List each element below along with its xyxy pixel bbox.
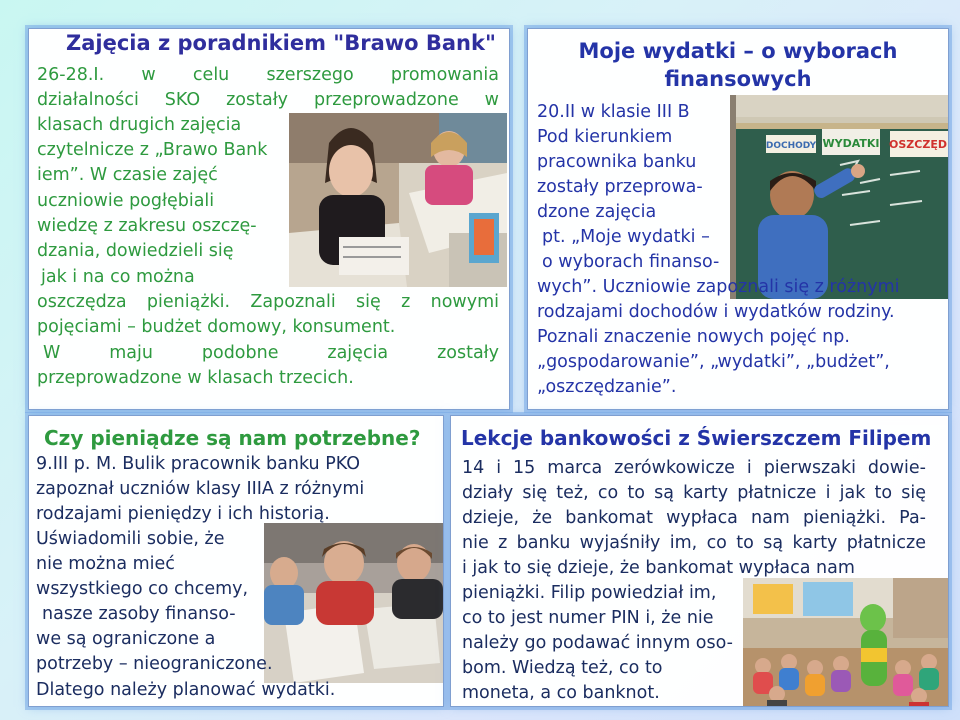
text-line: 14 i 15 marca zerówkowicze i pierwszaki dowie- [462,458,926,478]
text-line: bom. Wiedzą też, co to [462,658,663,678]
photo-pupils-at-desk [264,523,443,683]
board-word-oszczed: OSZCZĘD [889,138,947,151]
text-line: wych”. Uczniowie zapoznali się z różnymi [537,277,900,297]
text-line: dzone zajęcia [537,202,657,222]
text-line: o wyborach finanso- [542,252,720,272]
text-line: nie z banku wyjaśniły im, co to są karty płatnicze [462,533,926,553]
title-swierszcz-filip: Lekcje bankowości z Świerszczem Filipem [461,426,932,450]
article-moje-wydatki [527,28,949,410]
text-line: pieniążki. Filip powiedział im, [462,583,717,603]
text-line: działy się też, co to są karty płatnicze i jak to się [462,483,926,503]
text-line: Uświadomili sobie, że [36,529,225,549]
text-line: pt. „Moje wydatki – [542,227,710,247]
text-line: co to jest numer PIN i, że nie [462,608,714,628]
text-line: uczniowie pogłębiali [37,191,215,211]
photo-children-with-mascot [743,578,948,706]
text-line: wszystkiego co chcemy, [36,579,249,599]
board-word-wydatki: WYDATKI [822,137,880,150]
text-line: pracownika banku [537,152,697,172]
photo-boy-at-blackboard [730,95,948,299]
text-line: przeprowadzone w klasach trzecich. [37,368,354,388]
text-line: rodzajami pieniędzy i ich historią. [36,504,330,524]
title-moje-wydatki: Moje wydatki – o wyborach finansowych [578,39,898,91]
text-line: i jak to się dzieje, że bankomat wypłaca nam [462,558,855,578]
board-word-dochody: DOCHODY [765,141,817,151]
title-czy-pieniadze: Czy pieniądze są nam potrzebne? [44,426,421,450]
text-line: 20.II w klasie III B [537,102,690,122]
text-line: W maju podobne zajęcia zostały [43,343,499,363]
text-line: moneta, a co banknot. [462,683,660,703]
title-brawo-bank: Zajęcia z poradnikiem "Brawo Bank" [66,31,496,55]
text-line: potrzeby – nieograniczone. [36,654,273,674]
text-line: zapoznał uczniów klasy IIIA z różnymi [36,479,365,499]
photo-children-reading [289,113,507,287]
text-line: czytelnicze z „Brawo Bank [37,140,268,160]
text-line: „oszczędzanie”. [537,377,677,397]
text-line: 9.III p. M. Bulik pracownik banku PKO [36,454,361,474]
text-line: dzieje, że bankomat wypłaca nam pieniążki. Pa- [462,508,926,528]
text-line: nasze zasoby finanso- [42,604,236,624]
text-line: jak i na co można [41,267,195,287]
text-line: rodzajami dochodów i wydatków rodziny. [537,302,895,322]
text-line: Dlatego należy planować wydatki. [36,680,336,700]
text-line: Poznali znaczenie nowych pojęć np. [537,327,850,347]
text-line: działalności SKO zostały przeprowadzone w [37,90,499,110]
text-line: należy go podawać innym oso- [462,633,733,653]
article-czy-pieniadze [28,415,444,707]
text-line: Pod kierunkiem [537,127,673,147]
article-swierszcz-filip [450,415,949,707]
text-line: dzania, dowiedzieli się [37,241,234,261]
text-line: oszczędza pieniążki. Zapoznali się z nowymi [37,292,499,312]
text-line: klasach drugich zajęcia [37,115,242,135]
text-line: zostały przeprowa- [537,177,703,197]
text-line: nie można mieć [36,554,175,574]
text-line: iem”. W czasie zajęć [37,165,218,185]
text-line: 26-28.I. w celu szerszego promowania [37,65,499,85]
text-line: pojęciami – budżet domowy, konsument. [37,317,396,337]
article-brawo-bank [28,28,510,410]
text-line: we są ograniczone a [36,629,216,649]
text-line: „gospodarowanie”, „wydatki”, „budżet”, [537,352,890,372]
text-line: wiedzę z zakresu oszczę- [37,216,257,236]
